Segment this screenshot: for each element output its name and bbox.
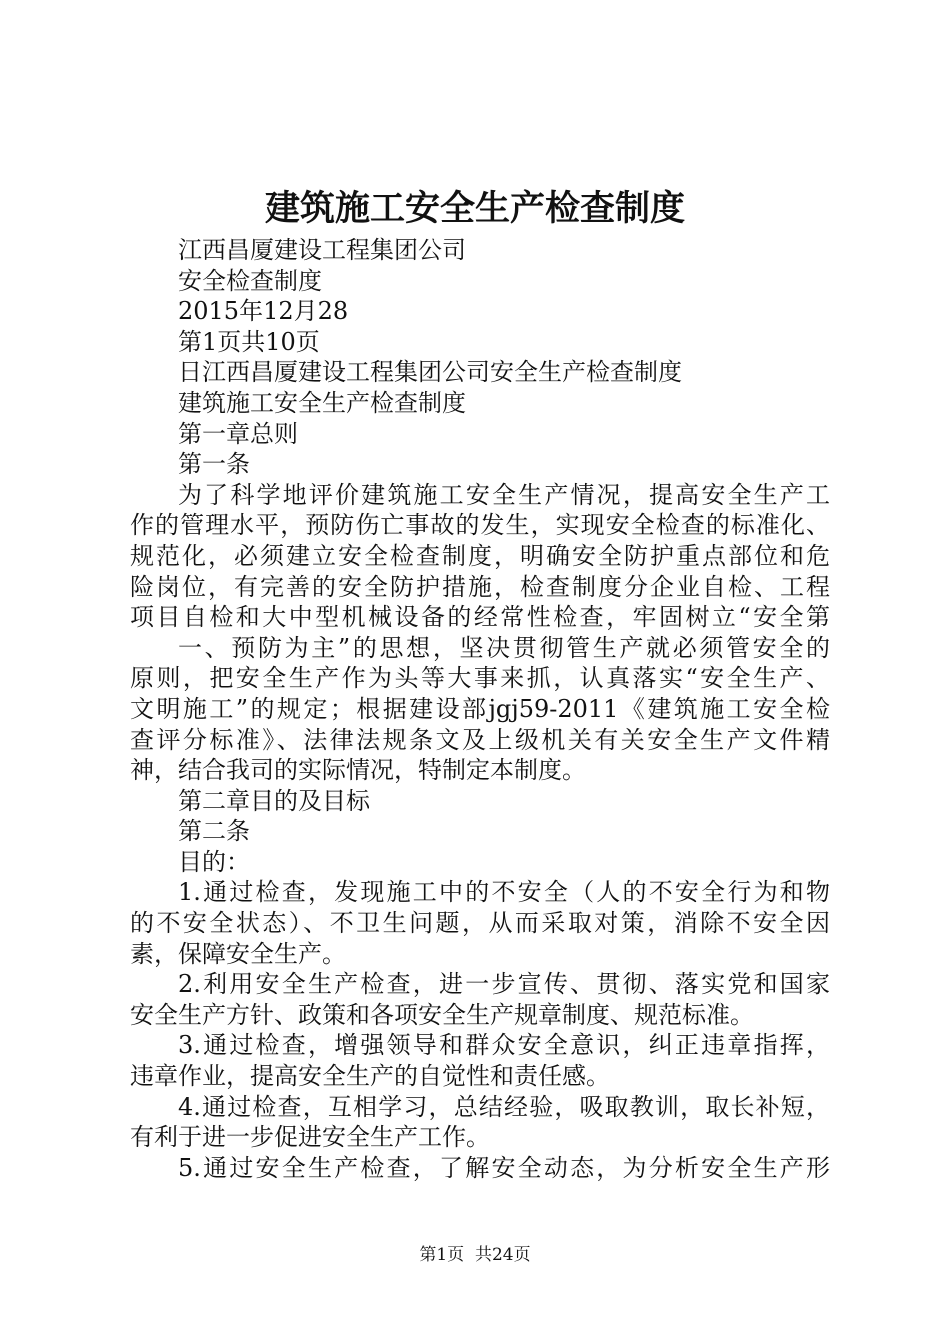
body-line: 第一条: [178, 450, 250, 479]
body-line: 原则，把安全生产作为头等大事来抓，认真落实“安全生产、: [130, 664, 830, 693]
body-line: 第二条: [178, 817, 250, 846]
document-title: 建筑施工安全生产检查制度: [264, 188, 685, 229]
body-line: 查评分标准》、法律法规条文及上级机关有关安全生产文件精: [130, 725, 830, 754]
body-line: 作的管理水平，预防伤亡事故的发生，实现安全检查的标准化、: [130, 511, 830, 540]
body-line: 安全生产方针、政策和各项安全生产规章制度、规范标准。: [130, 1000, 754, 1029]
body-line: 5.通过安全生产检查，了解安全动态，为分析安全生产形: [178, 1153, 830, 1182]
page-footer: 第1页 共24页: [419, 1245, 531, 1265]
body-line: 安全检查制度: [178, 266, 322, 295]
body-line: 1.通过检查，发现施工中的不安全（人的不安全行为和物: [178, 878, 830, 907]
body-line: 违章作业，提高安全生产的自觉性和责任感。: [130, 1062, 610, 1091]
body-line: 项目自检和大中型机械设备的经常性检查，牢固树立“安全第: [130, 603, 830, 632]
body-line: 一、预防为主”的思想，坚决贯彻管生产就必须管安全的: [178, 633, 830, 662]
body-line: 第一章总则: [178, 419, 298, 448]
body-line: 2015年12月28: [178, 297, 349, 326]
body-line: 文明施工”的规定；根据建设部jgj59-2011《建筑施工安全检: [130, 694, 830, 723]
body-line: 2.利用安全生产检查，进一步宣传、贯彻、落实党和国家: [178, 970, 830, 999]
body-line: 为了科学地评价建筑施工安全生产情况，提高安全生产工: [178, 480, 830, 509]
document-body: [130, 235, 830, 1183]
body-line: 素，保障安全生产。: [130, 939, 346, 968]
body-line: 的不安全状态）、不卫生问题，从而采取对策，消除不安全因: [130, 909, 830, 938]
body-line: 神，结合我司的实际情况，特制定本制度。: [130, 756, 586, 785]
body-line: 日江西昌厦建设工程集团公司安全生产检查制度: [178, 358, 682, 387]
body-line: 江西昌厦建设工程集团公司: [178, 236, 466, 264]
body-line: 建筑施工安全生产检查制度: [178, 388, 466, 417]
body-line: 目的：: [178, 847, 250, 876]
body-line: 4.通过检查，互相学习，总结经验，吸取教训，取长补短，: [178, 1092, 830, 1121]
body-line: 3.通过检查，增强领导和群众安全意识，纠正违章指挥，: [178, 1031, 830, 1060]
body-line: 第1页共10页: [178, 327, 320, 356]
body-line: 规范化，必须建立安全检查制度，明确安全防护重点部位和危: [130, 541, 830, 570]
body-line: 有利于进一步促进安全生产工作。: [130, 1123, 490, 1152]
body-line: 险岗位，有完善的安全防护措施，检查制度分企业自检、工程: [130, 572, 830, 601]
body-line: 第二章目的及目标: [178, 786, 370, 815]
